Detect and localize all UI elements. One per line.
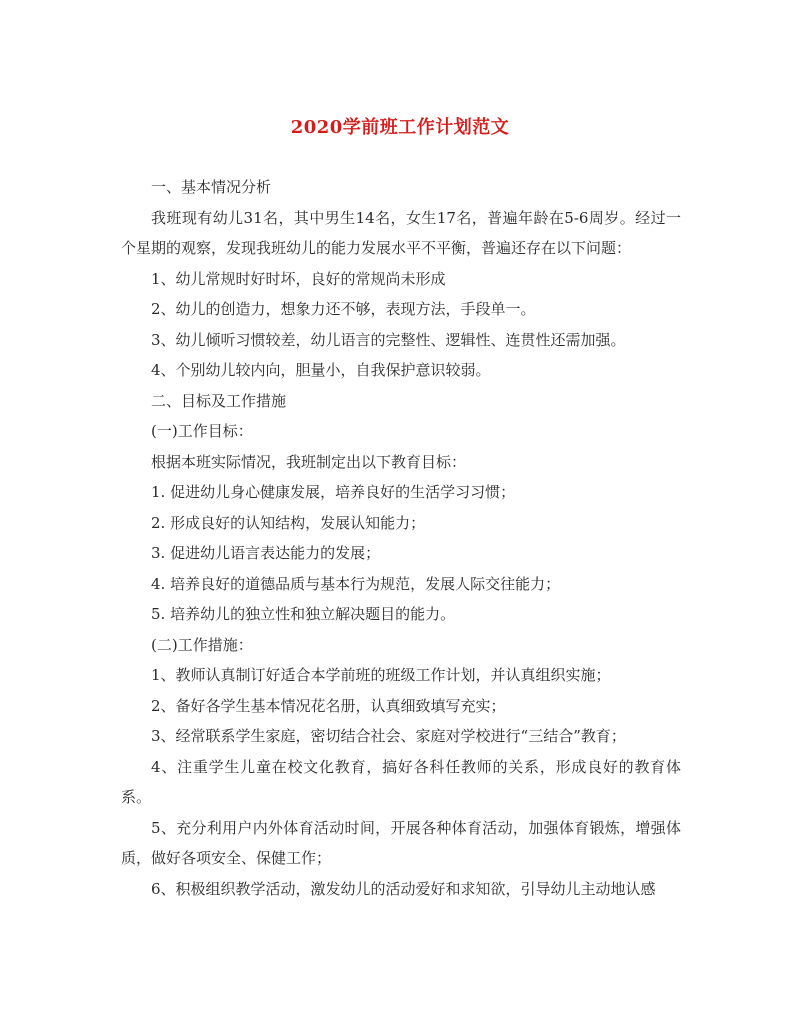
problem-item-4: 4、个别幼儿较内向，胆量小，自我保护意识较弱。 <box>151 361 491 379</box>
goal-item-1: 1. 促进幼儿身心健康发展，培养良好的生活学习习惯； <box>151 483 516 501</box>
problem-item-1: 1、幼儿常规时好时坏，良好的常规尚未形成 <box>151 269 446 288</box>
section-heading-goals-measures: 二、目标及工作措施 <box>151 391 287 410</box>
problem-item-2: 2、幼儿的创造力，想象力还不够，表现方法，手段单一。 <box>151 300 536 318</box>
document-title: 2020学前班工作计划范文 <box>290 117 510 138</box>
measure-item-2: 2、备好各学生基本情况花名册，认真细致填写充实； <box>151 696 506 715</box>
section-heading-basic-analysis: 一、基本情况分析 <box>151 178 272 196</box>
paragraph-class-overview: 我班现有幼儿31名，其中男生14名，女生17名，普遍年龄在5-6周岁。经过一个星期的观察，发现我班幼儿的能力发展水平不平衡，普遍还存在以下问题： <box>121 208 681 257</box>
goal-item-4: 4. 培养良好的道德品质与基本行为规范，发展人际交往能力； <box>151 574 561 593</box>
measure-item-1: 1、教师认真制订好适合本学前班的班级工作计划，并认真组织实施； <box>151 666 611 684</box>
measure-item-5: 5、充分利用户内外体育活动时间，开展各种体育活动，加强体育锻炼，增强体质，做好各项安全、保健工作； <box>121 818 681 867</box>
goal-item-2: 2. 形成良好的认知结构，发展认知能力； <box>151 513 426 532</box>
subheading-work-goals: (一)工作目标： <box>151 422 253 440</box>
problem-item-3: 3、幼儿倾听习惯较差，幼儿语言的完整性、逻辑性、连贯性还需加强。 <box>151 330 626 349</box>
paragraph-goals-intro: 根据本班实际情况，我班制定出以下教育目标： <box>151 452 467 471</box>
measure-item-3: 3、经常联系学生家庭，密切结合社会、家庭对学校进行“三结合”教育； <box>151 727 626 745</box>
measure-item-4: 4、注重学生儿童在校文化教育，搞好各科任教师的关系，形成良好的教育体系。 <box>121 757 681 806</box>
document-body <box>121 172 681 904</box>
subheading-work-measures: (二)工作措施： <box>151 635 253 654</box>
goal-item-3: 3. 促进幼儿语言表达能力的发展； <box>151 544 381 562</box>
measure-item-6: 6、积极组织教学活动，激发幼儿的活动爱好和求知欲，引导幼儿主动地认感 <box>151 879 656 898</box>
goal-item-5: 5. 培养幼儿的独立性和独立解决题目的能力。 <box>151 605 456 623</box>
